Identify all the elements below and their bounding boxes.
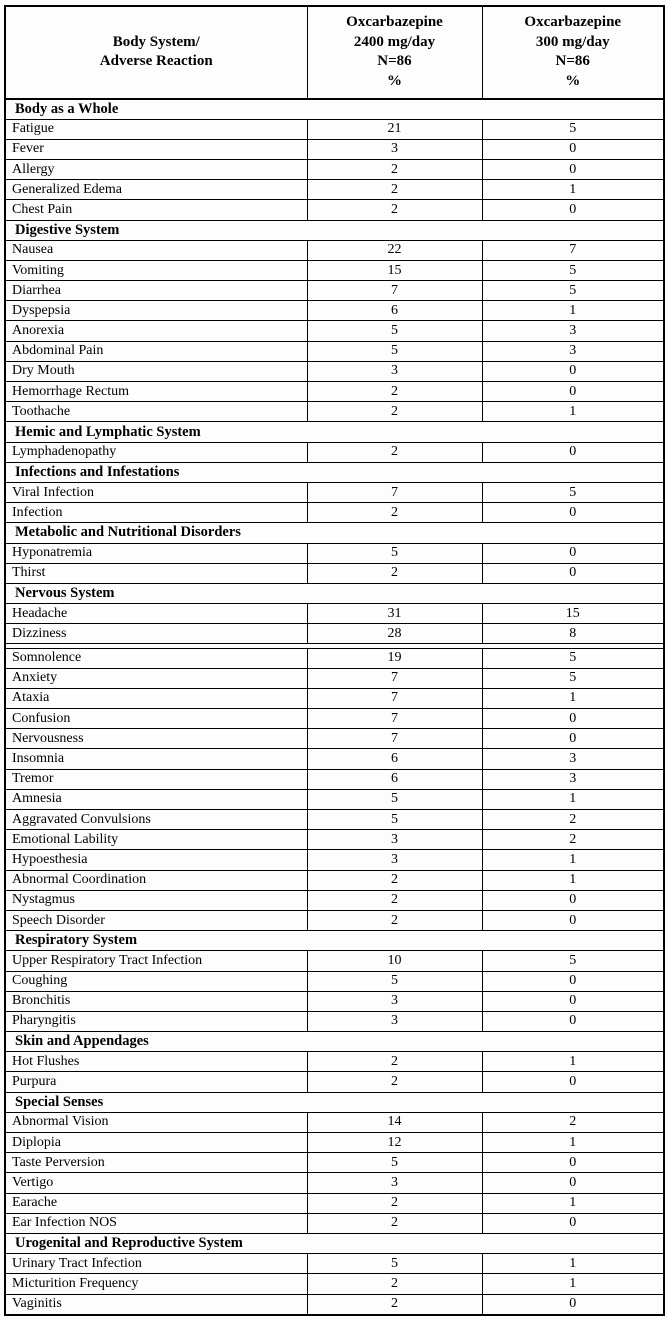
section-row [5,523,664,543]
reaction-row [5,321,664,341]
header-body-system [5,6,307,99]
reaction-row [5,1173,664,1193]
reaction-row [5,341,664,361]
value-2400: 6 [307,749,482,769]
reaction-row [5,890,664,910]
value-2400: 2 [307,200,482,220]
header-dose-300-drug: Oxcarbazepine [524,14,622,31]
value-2400: 6 [307,769,482,789]
reaction-row [5,830,664,850]
value-300: 0 [482,1213,664,1233]
value-2400: 5 [307,321,482,341]
reaction-row [5,810,664,830]
reaction-label: Amnesia [5,789,307,809]
reaction-row [5,789,664,809]
reaction-row [5,1294,664,1315]
reaction-row [5,159,664,179]
value-300: 5 [482,951,664,971]
value-2400: 5 [307,810,482,830]
reaction-row [5,442,664,462]
reaction-label: Infection [5,503,307,523]
reaction-label: Confusion [5,709,307,729]
value-2400: 3 [307,830,482,850]
value-2400: 7 [307,688,482,708]
value-2400: 22 [307,240,482,260]
reaction-row [5,1112,664,1132]
reaction-row [5,1133,664,1153]
reaction-label: Aggravated Convulsions [5,810,307,830]
value-300: 3 [482,341,664,361]
value-300: 0 [482,563,664,583]
value-300: 2 [482,830,664,850]
reaction-row [5,971,664,991]
reaction-row [5,402,664,422]
value-2400: 2 [307,870,482,890]
value-2400: 2 [307,180,482,200]
reaction-label: Fatigue [5,119,307,139]
reaction-row [5,1011,664,1031]
reaction-label: Hyponatremia [5,543,307,563]
header-dose-300-n: N=86 [555,53,590,70]
value-300: 1 [482,1274,664,1294]
value-300: 0 [482,382,664,402]
reaction-row [5,668,664,688]
value-2400: 2 [307,442,482,462]
section-row [5,462,664,482]
reaction-label: Speech Disorder [5,910,307,930]
section-title: Nervous System [5,583,664,603]
reaction-row [5,604,664,624]
reaction-label: Tremor [5,769,307,789]
value-2400: 28 [307,624,482,644]
reaction-row [5,139,664,159]
header-dose-300-dose: 300 mg/day [535,33,610,50]
section-row [5,583,664,603]
reaction-row [5,361,664,381]
value-300: 0 [482,1072,664,1092]
value-300: 0 [482,1173,664,1193]
reaction-row [5,260,664,280]
reaction-label: Taste Perversion [5,1153,307,1173]
value-2400: 31 [307,604,482,624]
reaction-label: Vomiting [5,260,307,280]
value-300: 1 [482,1052,664,1072]
reaction-label: Lymphadenopathy [5,442,307,462]
reaction-label: Vertigo [5,1173,307,1193]
section-row [5,220,664,240]
value-300: 0 [482,200,664,220]
section-title: Urogenital and Reproductive System [5,1233,664,1253]
value-300: 3 [482,769,664,789]
value-2400: 2 [307,159,482,179]
value-2400: 5 [307,789,482,809]
reaction-row [5,1072,664,1092]
value-300: 1 [482,180,664,200]
reaction-row [5,301,664,321]
value-300: 1 [482,301,664,321]
reaction-label: Thirst [5,563,307,583]
value-300: 1 [482,1133,664,1153]
value-300: 1 [482,870,664,890]
section-row [5,1233,664,1253]
reaction-label: Abnormal Vision [5,1112,307,1132]
header-body-system-line1: Body System/ [112,33,200,50]
value-300: 0 [482,543,664,563]
value-300: 5 [482,482,664,502]
header-dose-2400-dose: 2400 mg/day [353,33,436,50]
reaction-label: Dry Mouth [5,361,307,381]
header-dose-300-pct: % [565,72,581,89]
value-2400: 2 [307,1193,482,1213]
section-row [5,1092,664,1112]
value-300: 5 [482,119,664,139]
value-300: 0 [482,139,664,159]
section-title: Infections and Infestations [5,462,664,482]
value-300: 0 [482,709,664,729]
reaction-label: Toothache [5,402,307,422]
value-300: 5 [482,281,664,301]
value-300: 0 [482,1011,664,1031]
section-title: Body as a Whole [5,99,664,119]
value-2400: 12 [307,1133,482,1153]
value-2400: 3 [307,139,482,159]
reaction-label: Hemorrhage Rectum [5,382,307,402]
section-title: Metabolic and Nutritional Disorders [5,523,664,543]
value-2400: 2 [307,1052,482,1072]
reaction-label: Earache [5,1193,307,1213]
reaction-row [5,850,664,870]
value-2400: 2 [307,1072,482,1092]
value-300: 7 [482,240,664,260]
value-2400: 2 [307,1294,482,1315]
reaction-label: Insomnia [5,749,307,769]
value-300: 15 [482,604,664,624]
reaction-label: Urinary Tract Infection [5,1254,307,1274]
header-dose-2400-n: N=86 [377,53,412,70]
reaction-label: Vaginitis [5,1294,307,1315]
value-2400: 21 [307,119,482,139]
reaction-label: Allergy [5,159,307,179]
reaction-label: Purpura [5,1072,307,1092]
value-300: 5 [482,668,664,688]
value-300: 0 [482,991,664,1011]
header-body-system-line2: Adverse Reaction [99,53,213,70]
reaction-label: Diarrhea [5,281,307,301]
reaction-row [5,119,664,139]
reaction-label: Dyspepsia [5,301,307,321]
reaction-label: Viral Infection [5,482,307,502]
value-300: 0 [482,890,664,910]
header-dose-300 [482,6,664,99]
reaction-label: Nervousness [5,729,307,749]
reaction-label: Headache [5,604,307,624]
value-300: 0 [482,910,664,930]
reaction-label: Abdominal Pain [5,341,307,361]
value-2400: 2 [307,563,482,583]
header-dose-2400 [307,6,482,99]
reaction-row [5,180,664,200]
section-row [5,931,664,951]
value-2400: 3 [307,991,482,1011]
reaction-row [5,240,664,260]
value-2400: 5 [307,1254,482,1274]
reaction-label: Micturition Frequency [5,1274,307,1294]
reaction-row [5,200,664,220]
value-2400: 7 [307,281,482,301]
reaction-row [5,1274,664,1294]
value-2400: 10 [307,951,482,971]
reaction-row [5,1254,664,1274]
value-2400: 3 [307,1011,482,1031]
value-2400: 3 [307,1173,482,1193]
value-2400: 6 [307,301,482,321]
reaction-label: Emotional Lability [5,830,307,850]
value-2400: 19 [307,648,482,668]
value-300: 1 [482,688,664,708]
reaction-label: Abnormal Coordination [5,870,307,890]
header-dose-2400-pct: % [387,72,402,89]
value-2400: 5 [307,971,482,991]
section-row [5,1032,664,1052]
reaction-label: Nausea [5,240,307,260]
value-2400: 3 [307,850,482,870]
reaction-row [5,624,664,644]
reaction-label: Anorexia [5,321,307,341]
adverse-reactions-table [4,5,665,1316]
value-2400: 15 [307,260,482,280]
reaction-label: Diplopia [5,1133,307,1153]
value-300: 2 [482,1112,664,1132]
value-2400: 2 [307,890,482,910]
table-body [5,6,664,1315]
reaction-label: Upper Respiratory Tract Infection [5,951,307,971]
reaction-label: Nystagmus [5,890,307,910]
reaction-row [5,482,664,502]
value-2400: 7 [307,729,482,749]
reaction-label: Anxiety [5,668,307,688]
value-300: 1 [482,850,664,870]
reaction-row [5,870,664,890]
value-2400: 3 [307,361,482,381]
value-2400: 7 [307,668,482,688]
reaction-row [5,503,664,523]
value-2400: 2 [307,503,482,523]
section-title: Special Senses [5,1092,664,1112]
section-title: Hemic and Lymphatic System [5,422,664,442]
reaction-row [5,1213,664,1233]
reaction-label: Ear Infection NOS [5,1213,307,1233]
reaction-label: Hot Flushes [5,1052,307,1072]
value-300: 0 [482,442,664,462]
reaction-label: Chest Pain [5,200,307,220]
section-row [5,422,664,442]
section-row [5,99,664,119]
reaction-label: Fever [5,139,307,159]
value-300: 2 [482,810,664,830]
reaction-label: Bronchitis [5,991,307,1011]
value-2400: 5 [307,341,482,361]
reaction-row [5,688,664,708]
value-300: 8 [482,624,664,644]
section-title: Respiratory System [5,931,664,951]
reaction-row [5,951,664,971]
section-title: Skin and Appendages [5,1032,664,1052]
value-300: 3 [482,321,664,341]
value-300: 1 [482,1254,664,1274]
value-300: 1 [482,1193,664,1213]
reaction-label: Dizziness [5,624,307,644]
value-300: 1 [482,402,664,422]
reaction-row [5,910,664,930]
reaction-row [5,382,664,402]
value-300: 3 [482,749,664,769]
reaction-row [5,1193,664,1213]
table-header-row [5,6,664,99]
value-2400: 14 [307,1112,482,1132]
value-300: 5 [482,648,664,668]
reaction-label: Coughing [5,971,307,991]
value-2400: 2 [307,402,482,422]
value-300: 5 [482,260,664,280]
value-2400: 2 [307,1274,482,1294]
reaction-row [5,769,664,789]
reaction-row [5,709,664,729]
value-300: 0 [482,729,664,749]
value-2400: 2 [307,910,482,930]
value-300: 1 [482,789,664,809]
reaction-row [5,281,664,301]
value-300: 0 [482,361,664,381]
section-title: Digestive System [5,220,664,240]
value-2400: 7 [307,709,482,729]
value-2400: 5 [307,543,482,563]
reaction-label: Pharyngitis [5,1011,307,1031]
value-2400: 7 [307,482,482,502]
value-2400: 5 [307,1153,482,1173]
reaction-label: Ataxia [5,688,307,708]
value-2400: 2 [307,1213,482,1233]
value-300: 0 [482,503,664,523]
reaction-row [5,563,664,583]
value-300: 0 [482,1294,664,1315]
value-2400: 2 [307,382,482,402]
reaction-label: Somnolence [5,648,307,668]
reaction-row [5,749,664,769]
reaction-row [5,543,664,563]
value-300: 0 [482,971,664,991]
value-300: 0 [482,159,664,179]
reaction-row [5,1052,664,1072]
reaction-row [5,648,664,668]
header-dose-2400-drug: Oxcarbazepine [346,14,443,31]
value-300: 0 [482,1153,664,1173]
reaction-label: Hypoesthesia [5,850,307,870]
reaction-label: Generalized Edema [5,180,307,200]
reaction-row [5,991,664,1011]
reaction-row [5,729,664,749]
reaction-row [5,1153,664,1173]
